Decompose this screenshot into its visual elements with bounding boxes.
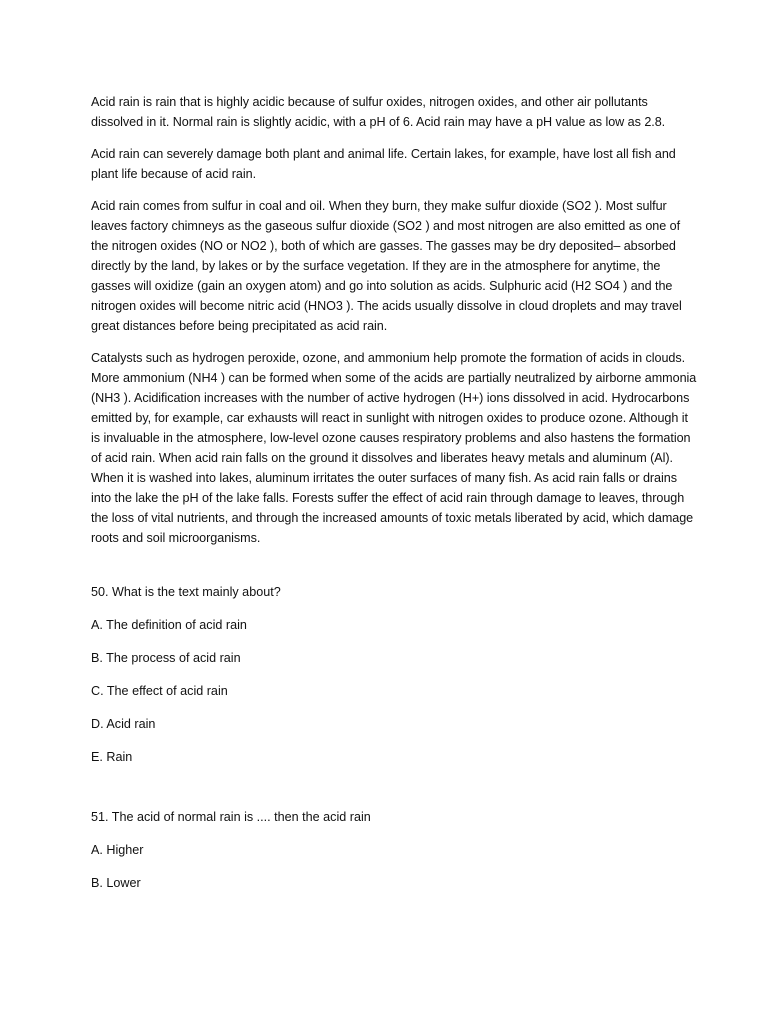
answer-option: A. Higher bbox=[91, 843, 144, 857]
answer-option: B. The process of acid rain bbox=[91, 651, 241, 665]
question-stem: 51. The acid of normal rain is .... then the acid rain bbox=[91, 810, 371, 824]
question-list bbox=[91, 582, 698, 893]
answer-option: D. Acid rain bbox=[91, 717, 156, 731]
question-50 bbox=[91, 582, 698, 767]
answer-option: E. Rain bbox=[91, 750, 133, 764]
question-51 bbox=[91, 807, 698, 893]
passage-paragraph-4: Catalysts such as hydrogen peroxide, ozone, and ammonium help promote the formation of acids in clouds. More ammonium (NH4 ) can be formed when some of the acids are partially neutralized by airborne ammonia (NH3 ). Acidification increases with the number of active hydrogen (H+) ions dissolved in acid. Hydrocarbons emitted by, for example, car exhausts will react in sunlight with nitrogen oxides to produce ozone. Although it is invaluable in the atmosphere, low-level ozone causes respiratory problems and also hastens the formation of acid rain. When acid rain falls on the ground it dissolves and liberates heavy metals and aluminum (Al). When it is washed into lakes, aluminum irritates the outer surfaces of many fish. As acid rain falls or drains into the lake the pH of the lake falls. Forests suffer the effect of acid rain through damage to leaves, through the loss of vital nutrients, and through the increased amounts of toxic metals liberated by acid, which damage roots and soil microorganisms. bbox=[91, 351, 697, 545]
passage-paragraph-2: Acid rain can severely damage both plant and animal life. Certain lakes, for example, have lost all fish and plant life because of acid rain. bbox=[91, 147, 676, 181]
passage-paragraph-1: Acid rain is rain that is highly acidic because of sulfur oxides, nitrogen oxides, and other air pollutants dissolved in it. Normal rain is slightly acidic, with a pH of 6. Acid rain may have a pH value as low as 2.8. bbox=[91, 95, 666, 129]
passage-paragraph-3: Acid rain comes from sulfur in coal and oil. When they burn, they make sulfur dioxide (SO2 ). Most sulfur leaves factory chimneys as the gaseous sulfur dioxide (SO2 ) and most nitrogen are also emitted as one of the nitrogen oxides (NO or NO2 ), both of which are gasses. The gasses may be dry deposited– absorbed directly by the land, by lakes or by the surface vegetation. If they are in the atmosphere for anytime, the gasses will oxidize (gain an oxygen atom) and go into solution as acids. Sulphuric acid (H2 SO4 ) and the nitrogen oxides will become nitric acid (HNO3 ). The acids usually dissolve in cloud droplets and may travel great distances before being precipitated as acid rain. bbox=[91, 199, 682, 333]
answer-option: A. The definition of acid rain bbox=[91, 618, 247, 632]
answer-option: B. Lower bbox=[91, 876, 141, 890]
answer-option: C. The effect of acid rain bbox=[91, 684, 228, 698]
question-stem: 50. What is the text mainly about? bbox=[91, 585, 281, 599]
reading-passage bbox=[91, 92, 698, 548]
